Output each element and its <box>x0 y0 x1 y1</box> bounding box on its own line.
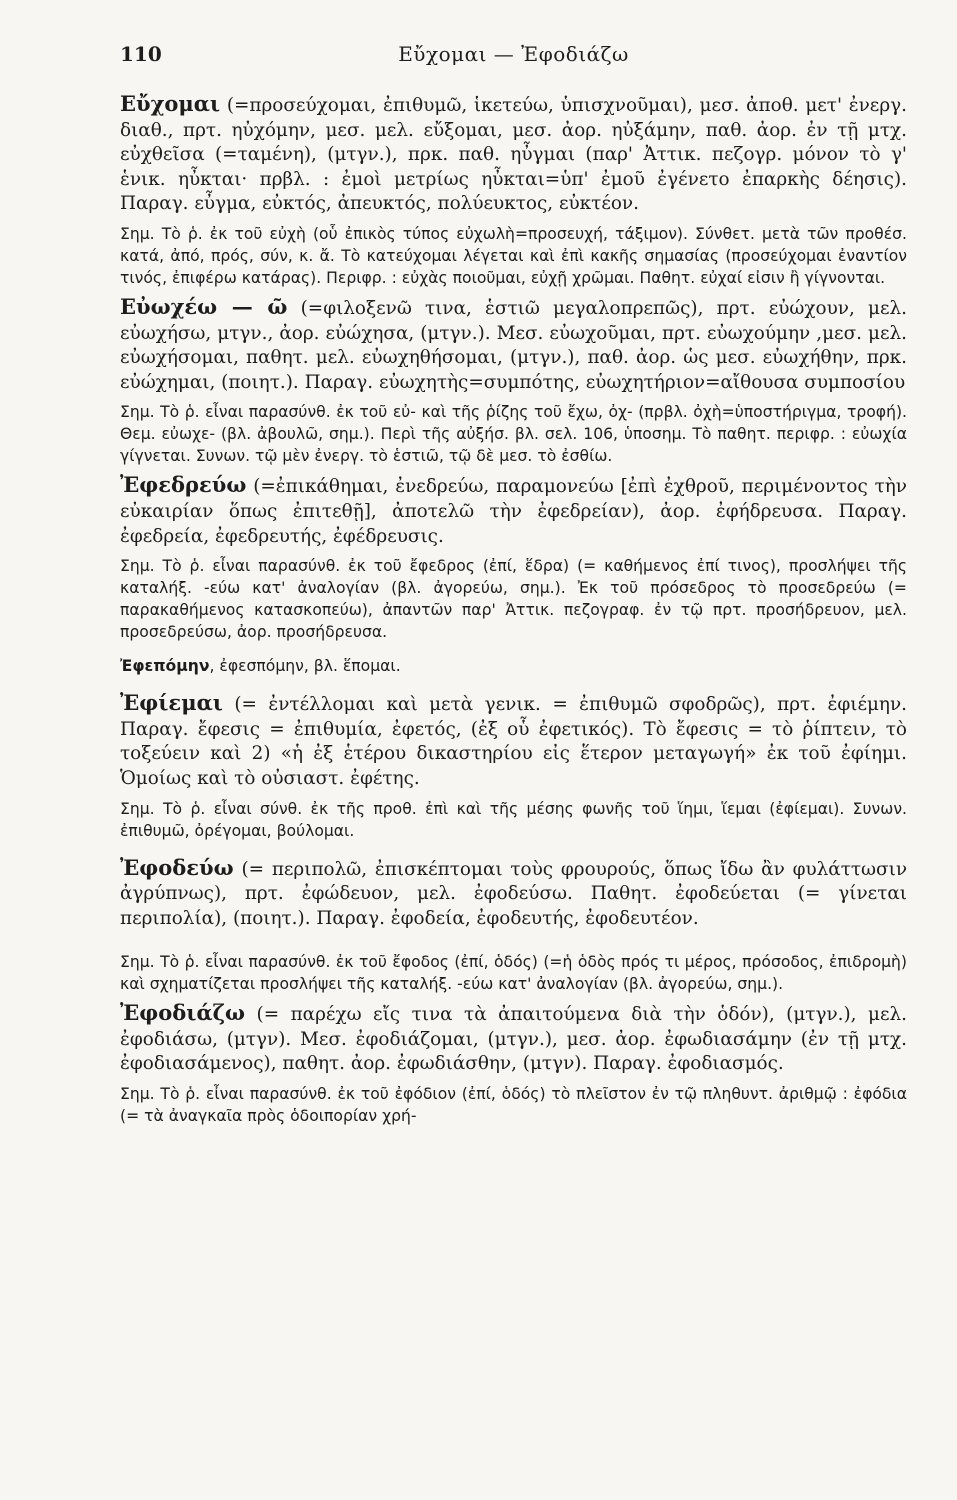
entry-body: (= περιπολῶ, ἐπισκέπτομαι τοὺς φρουρούς, ὅπως ἴδω ἂν φυλάττωσιν ἀγρύπνως), πρτ. ἐφώδευον, μελ. ἐφοδεύσω. Παθητ. ἐφοδεύεται (= γίνεται περιπολία), (ποιητ.). Παραγ. ἐφοδεία, ἐφοδευτής, ἐφοδευτέον. <box>120 858 907 929</box>
page-header <box>120 38 907 78</box>
entry-note: Σημ. Τὸ ῥ. εἶναι σύνθ. ἐκ τῆς προθ. ἐπὶ καὶ τῆς μέσης φωνῆς τοῦ ἵημι, ἵεμαι (ἐφίεμαι). Συνων. ἐπιθυμῶ, ὀρέγομαι, βούλομαι. <box>120 799 907 840</box>
entry-body: (= παρέχω εἴς τινα τὰ ἀπαιτούμενα διὰ τὴν ὁδόν), (μτγν.), μελ. ἐφοδιάσω, (μτγν). Μεσ. ἐφοδιάζομαι, (μτγν.), μεσ. ἀορ. ἐφωδιασάμην (ἐν τῇ μτχ. ἐφοδιασάμενος), παθητ. ἀορ. ἐφωδιάσθην, (μτγν). Παραγ. ἐφοδιασμός. <box>120 1004 907 1075</box>
entry-euchomai <box>120 92 907 289</box>
entry-body: ἐφεσπόμην, βλ. ἕπομαι. <box>219 657 401 676</box>
entry-body: (= ἐντέλλομαι καὶ μετὰ γενικ. = ἐπιθυμῶ σφοδρῶς), πρτ. ἐφιέμην. Παραγ. ἔφεσις = ἐπιθυμία, ἐφετός, (ἐξ οὗ ἐφετικός). Τὸ ἔφεσις = τὸ ῥίπτειν, τὸ τοξεύειν καὶ 2) «ἡ ἐξ ἑτέρου δικαστηρίου εἰς ἕτερον μεταγωγή» ἐκ τοῦ ἐφίημι. Ὁμοίως καὶ τὸ οὐσιαστ. ἐφέτης. <box>120 694 907 789</box>
entry-euocheo <box>120 295 907 467</box>
entry-ephodeuo <box>120 856 907 996</box>
entry-note: Σημ. Τὸ ῥ. εἶναι παρασύνθ. ἐκ τοῦ ἔφεδρος (ἐπί, ἕδρα) (= καθήμενος ἐπί τινος), προσλήψει τῆς καταλήξ. -εύω κατ' ἀναλογίαν (βλ. ἀγορεύω, σημ.). Ἐκ τοῦ πρόσεδρος τὸ προσεδρεύω (= παρακαθήμενος κατασκοπεύω), ἀπαντῶν παρ' Ἀττικ. πεζογραφ. ἐν τῷ πρτ. προσήδρευον, μελ. προσεδρεύσω, ἀορ. προσήδρευσα. <box>120 557 907 642</box>
entry-body: (=ἐπικάθημαι, ἐνεδρεύω, παραμονεύω [ἐπὶ ἐχθροῦ, περιμένοντος τὴν εὐκαιρίαν ὅπως ἐπιτεθῇ], ἀποτελῶ τὴν ἐφεδρείαν), ἀορ. ἐφήδρευσα. Παραγ. ἐφεδρεία, ἐφεδρευτής, ἐφέδρευσις. <box>120 476 907 547</box>
entry-note: Σημ. Τὸ ῥ. εἶναι παρασύνθ. ἐκ τοῦ εὐ- καὶ τῆς ῥίζης τοῦ ἔχω, ὀχ- (πρβλ. ὀχὴ=ὑποστήριγμα, τροφή). Θεμ. εὐωχε- (βλ. ἀβουλῶ, σημ.). Περὶ τῆς αὐξήσ. βλ. σελ. 106, ὑποσημ. Τὸ παθητ. περιφρ. : εὐωχία γίγνεται. Συνων. τῷ μὲν ἐνεργ. τὸ ἑστιῶ, τῷ δὲ μεσ. τὸ ἐσθίω. <box>120 403 907 466</box>
entry-headword: Ἐφεπόμην <box>120 657 210 676</box>
entries <box>120 92 907 1127</box>
entry-ephespomen: Ἐφεπόμην, ἐφεσπόμην, βλ. ἕπομαι. <box>120 657 401 676</box>
entry-ephiemai <box>120 691 907 841</box>
page-number: 110 <box>120 42 162 66</box>
entry-headword: Ἐφίεμαι <box>120 690 223 716</box>
entry-headword: Εὐωχέω — ῶ <box>120 293 288 319</box>
running-head: Εὔχομαι — Ἐφοδιάζω <box>398 42 629 66</box>
entry-headword: Ἐφεδρεύω <box>120 472 247 498</box>
entry-note: Σημ. Τὸ ῥ. εἶναι παρασύνθ. ἐκ τοῦ ἔφοδος (ἐπί, ὁδός) (=ἡ ὁδὸς πρός τι μέρος, πρόσοδος, ἐπιδρομὴ) καὶ σχηματίζεται προσλήψει τῆς καταλήξ. -εύω κατ' ἀναλογίαν (βλ. ἀγορεύω, σημ.). <box>120 953 907 994</box>
entry-headword: Ἐφοδιάζω <box>120 1000 246 1026</box>
entry-note: Σημ. Τὸ ῥ. εἶναι παρασύνθ. ἐκ τοῦ ἐφόδιον (ἐπί, ὁδός) τὸ πλεῖστον ἐν τῷ πληθυντ. ἀριθμῷ : ἐφόδια (= τὰ ἀναγκαῖα πρὸς ὁδοιπορίαν χρή- <box>120 1085 907 1126</box>
entry-headword: Ἐφοδεύω <box>120 854 234 880</box>
entry-headword: Εὔχομαι <box>120 91 221 116</box>
entry-body: (=φιλοξενῶ τινα, ἑστιῶ μεγαλοπρεπῶς), πρτ. εὐώχουν, μελ. εὐωχήσω, μτγν., ἀορ. εὐώχησα, (μτγν.). Μεσ. εὐωχοῦμαι, πρτ. εὐωχούμην ,μεσ. μελ. εὐωχήσομαι, παθητ. μελ. εὐωχηθήσομαι, (μτγν.), παθ. ἀορ. ὡς μεσ. εὐωχήθην, πρκ. εὐώχημαι, (ποιητ.). Παραγ. εὐωχητὴς=συμπότης, εὐωχητήριον=αἴθουσα συμποσίου <box>120 297 907 393</box>
entry-body: (=προσεύχομαι, ἐπιθυμῶ, ἱκετεύω, ὑπισχνοῦμαι), μεσ. ἀποθ. μετ' ἐνεργ. διαθ., πρτ. ηὐχόμην, μεσ. μελ. εὔξομαι, μεσ. ἀορ. ηὐξάμην, παθ. ἀορ. ἐν τῇ μτχ. εὐχθεῖσα (=ταμένη), (μτγν.), πρκ. παθ. ηὖγμαι (παρ' Ἀττικ. πεζογρ. μόνον τὸ γ' ἑνικ. ηὖκται· πρβλ. : ἐμοὶ μετρίως ηὖκται=ὑπ' ἐμοῦ ἐγένετο ἐπαρκὴς δέησις). Παραγ. εὖγμα, εὐκτός, ἀπευκτός, πολύευκτος, εὐκτέον. <box>120 95 907 215</box>
entry-ephodiazo <box>120 1001 907 1127</box>
entry-note: Σημ. Τὸ ῥ. ἐκ τοῦ εὐχὴ (οὗ ἐπικὸς τύπος εὐχωλὴ=προσευχή, τάξιμον). Σύνθετ. μετὰ τῶν προθέσ. κατά, ἀπό, πρός, σύν, κ. ἄ. Τὸ κατεύχομαι λέγεται καὶ ἐπὶ κακῆς σημασίας (προσεύχομαι ἐναντίον τινός, ἐπιφέρω κατάρας). Περιφρ. : εὐχὰς ποιοῦμαι, εὐχῇ χρῶμαι. Παθητ. εὐχαί εἰσιν ἢ γίγνονται. <box>120 224 907 287</box>
entry-ephedreuo <box>120 473 907 643</box>
